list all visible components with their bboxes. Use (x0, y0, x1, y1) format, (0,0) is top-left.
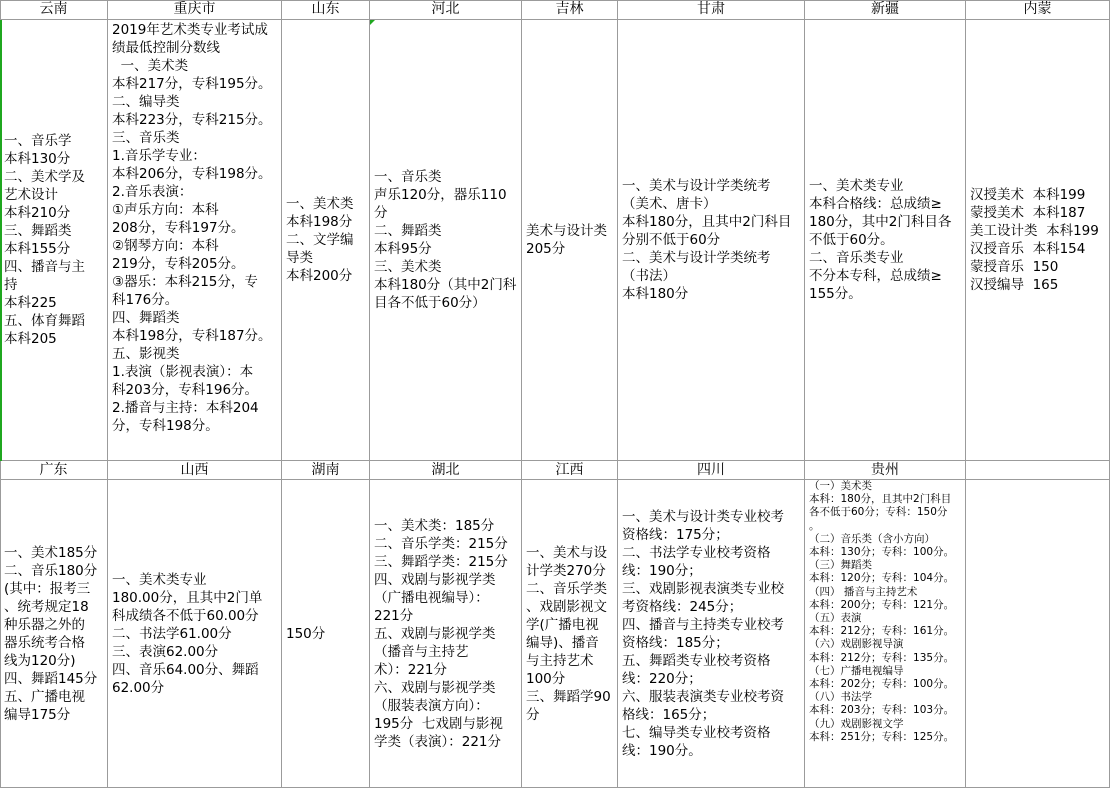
cell-line: 分 (526, 706, 540, 723)
cell-line: （书法） (622, 268, 676, 284)
cell-line: 格线：165分； (622, 706, 716, 723)
cell-line: 线：190分。 (622, 742, 702, 759)
cell-line: 三、舞蹈类 (4, 223, 72, 239)
cell-line: （一）美术类 (809, 480, 872, 492)
header-chongqing: 重庆市 (108, 0, 282, 20)
cell-line: 绩最低控制分数线 (112, 40, 220, 56)
cell-line: 资格线：185分； (622, 634, 729, 651)
cell-line: 四、舞蹈145分 (4, 670, 98, 687)
cell-line: 三、戏剧影视表演类专业校 (622, 580, 784, 597)
cell-line: 本科205 (4, 331, 57, 347)
cell-line: （五）表演 (809, 612, 862, 625)
cell-line: 本科155分 (4, 241, 71, 257)
header-gansu: 甘肃 (618, 0, 805, 20)
header-yunnan: 云南 (0, 0, 108, 20)
cell-line: （四） 播音与主持艺术 (809, 585, 918, 598)
cell-line: 本科：120分；专科：104分。 (809, 572, 955, 585)
cell-line: 本科：212分；专科：161分。 (809, 625, 955, 638)
cell-line: 2.音乐表演： (112, 184, 193, 200)
cell-line: 本科210分 (4, 205, 71, 221)
cell-line: 一、音乐学 (4, 133, 72, 149)
cell-line: 本科223分，专科215分。 (112, 112, 272, 128)
cell-line: 本科200分 (286, 268, 353, 284)
cell-line: 62.00分 (112, 679, 165, 696)
cell-line: 三、表演62.00分 (112, 643, 219, 660)
cell-line: 本科180分 (622, 286, 689, 302)
cell-line: （九）戏剧影视文学 (809, 717, 904, 730)
cell-line: 四、音乐64.00分、舞蹈 (112, 661, 259, 678)
comment-marker (370, 20, 375, 25)
cell-line: （三）舞蹈类 (809, 559, 872, 572)
cell-line: 本科198分，专科187分。 (112, 328, 272, 344)
cell-line: 学类（表演）：221分 (374, 733, 502, 750)
cell-line: 汉授编导 165 (970, 277, 1059, 293)
cell-shanxi (108, 480, 282, 788)
cell-line: 美术与设计类 (526, 223, 607, 239)
cell-line: （二）音乐类（含小方向） (809, 532, 935, 545)
cell-line: 本科：200分；专科：121分。 (809, 598, 955, 611)
cell-hunan (282, 480, 370, 788)
cell-line: 五、广播电视 (4, 688, 85, 705)
cell-line: 本科：212分；专科：135分。 (809, 651, 955, 664)
cell-line: 本科：203分；专科：103分。 (809, 704, 955, 717)
cell-line: 科176分。 (112, 292, 179, 308)
cell-line: 2.播音与主持：本科204 (112, 400, 259, 416)
cell-line: 本科：130分；专科：100分。 (809, 546, 955, 559)
cell-line: 器乐统考合格 (4, 634, 85, 651)
cell-line: 声乐120分，器乐110 (374, 187, 507, 203)
cell-line: 三、音乐类 (112, 130, 180, 146)
header-guangdong: 广东 (0, 461, 108, 480)
cell-line: 科成绩各不低于60.00分 (112, 607, 259, 624)
cell-line: 本科198分 (286, 214, 353, 230)
cell-line: 一、美术类：185分 (374, 517, 495, 534)
cell-line: 不分本专科，总成绩≥ (809, 268, 942, 284)
cell-line: 种乐器之外的 (4, 616, 85, 633)
cell-empty (966, 480, 1110, 788)
cell-line: 三、舞蹈学类：215分 (374, 553, 508, 570)
cell-line: 六、服装表演类专业校考资 (622, 688, 784, 705)
cell-line: 分，专科198分。 (112, 418, 219, 434)
cell-line: 三、美术类 (374, 259, 442, 275)
cell-line: 二、编导类 (112, 94, 180, 110)
cell-line: 汉授美术 本科199 (970, 187, 1086, 203)
cell-line: 本科：202分；专科：100分。 (809, 678, 955, 691)
cell-line: 目各不低于60分） (374, 295, 486, 311)
cell-line: 本科180分，且其中2门科目 (622, 214, 792, 230)
cell-hubei (370, 480, 522, 788)
cell-line: （六）戏剧影视导演 (809, 638, 904, 651)
cell-line: 五、舞蹈类专业校考资格 (622, 652, 771, 669)
cell-line: 1.音乐学专业： (112, 148, 206, 164)
cell-line: ①声乐方向：本科 (112, 202, 219, 218)
header-sichuan: 四川 (618, 461, 805, 480)
cell-line: 蒙授美术 本科187 (970, 205, 1086, 221)
cell-line: 本科217分，专科195分。 (112, 76, 272, 92)
cell-line: 本科206分，专科198分。 (112, 166, 272, 182)
cell-line: 本科180分（其中2门科 (374, 277, 517, 293)
cell-line: 1.表演（影视表演）：本 (112, 364, 254, 380)
cell-line: 科203分，专科196分。 (112, 382, 259, 398)
cell-line: 155分。 (809, 286, 862, 302)
cell-line: 七、编导类专业校考资格 (622, 724, 771, 741)
cell-jilin (522, 20, 618, 461)
cell-line: 。 (809, 519, 820, 532)
header-shandong: 山东 (282, 0, 370, 20)
cell-line: 持 (4, 277, 18, 293)
cell-line: 本科95分 (374, 241, 432, 257)
cell-line: ②钢琴方向：本科 (112, 238, 219, 254)
cell-line: 一、美术与设计类专业校考 (622, 508, 784, 525)
cell-line: 二、书法学专业校考资格 (622, 544, 771, 561)
cell-line: (其中：报考三 (4, 580, 91, 597)
cell-line: 三、舞蹈学90 (526, 688, 611, 705)
cell-line: 导类 (286, 250, 313, 266)
cell-line: 二、舞蹈类 (374, 223, 442, 239)
cell-line: 术）：221分 (374, 661, 448, 678)
cell-guangdong (0, 480, 108, 788)
selection-indicator (0, 20, 2, 461)
cell-line: （七）广播电视编导 (809, 664, 904, 677)
header-hunan: 湖南 (282, 461, 370, 480)
cell-line: 汉授音乐 本科154 (970, 241, 1086, 257)
cell-line: 计学类270分 (526, 562, 606, 579)
cell-line: 资格线：175分； (622, 526, 729, 543)
cell-line: 205分 (526, 241, 566, 257)
cell-hebei (370, 20, 522, 461)
cell-neimeng (966, 20, 1110, 461)
cell-line: 编导175分 (4, 706, 71, 723)
header-xinjiang: 新疆 (805, 0, 966, 20)
header-jilin: 吉林 (522, 0, 618, 20)
cell-line: 一、音乐类 (374, 169, 442, 185)
header-hubei: 湖北 (370, 461, 522, 480)
cell-line: 线：220分； (622, 670, 702, 687)
cell-line: 二、音乐180分 (4, 562, 98, 579)
cell-line: 一、美术185分 (4, 544, 98, 561)
cell-line: 本科合格线：总成绩≥ (809, 196, 942, 212)
cell-line: 221分 (374, 607, 414, 624)
cell-line: ③器乐：本科215分，专 (112, 274, 258, 290)
cell-line: 一、美术类专业 (809, 178, 904, 194)
cell-line: 二、音乐学类：215分 (374, 535, 508, 552)
header-jiangxi: 江西 (522, 461, 618, 480)
cell-line: 一、美术与设计学类统考 (622, 178, 771, 194)
cell-line: （播音与主持艺 (374, 643, 469, 660)
header-hebei: 河北 (370, 0, 522, 20)
cell-line: 本科225 (4, 295, 57, 311)
cell-line: （美术、唐卡） (622, 196, 717, 212)
cell-line: 本科：180分，且其中2门科目 (809, 493, 952, 506)
cell-line: 学(广播电视 (526, 616, 599, 633)
cell-line: 100分 (526, 670, 566, 687)
cell-gansu (618, 20, 805, 461)
cell-chongqing (108, 20, 282, 461)
cell-line: 180分，其中2门科目各 (809, 214, 952, 230)
cell-sichuan (618, 480, 805, 788)
cell-line: 一、美术类专业 (112, 571, 207, 588)
cell-line: 二、音乐学类 (526, 580, 607, 597)
header-guizhou: 贵州 (805, 461, 966, 480)
cell-line: （八）书法学 (809, 691, 872, 704)
cell-line: 2019年艺术类专业考试成 (112, 22, 268, 38)
cell-line: 二、美术学及 (4, 169, 85, 185)
cell-line: 208分，专科197分。 (112, 220, 245, 236)
cell-shandong (282, 20, 370, 461)
cell-line: 五、体育舞蹈 (4, 313, 85, 329)
header-shanxi: 山西 (108, 461, 282, 480)
cell-yunnan (0, 20, 108, 461)
cell-line: （服装表演方向）： (374, 697, 489, 714)
cell-line: 二、美术与设计学类统考 (622, 250, 771, 266)
cell-line: 分别不低于60分 (622, 232, 721, 248)
cell-line: 线为120分) (4, 652, 76, 669)
cell-line: 195分 七戏剧与影视 (374, 715, 503, 732)
cell-line: 本科：251分；专科：125分。 (809, 730, 955, 743)
cell-line: 各不低于60分；专科：150分 (809, 506, 948, 519)
header-neimeng: 内蒙 (966, 0, 1110, 20)
cell-line: 编导)、播音 (526, 634, 599, 651)
cell-line: 美工设计类 本科199 (970, 223, 1099, 239)
cell-line: 二、书法学61.00分 (112, 625, 232, 642)
cell-line: 四、舞蹈类 (112, 310, 180, 326)
cell-line: 五、戏剧与影视学类 (374, 625, 496, 642)
cell-line: 与主持艺术 (526, 652, 594, 669)
cell-line: 180.00分，且其中2门单 (112, 589, 263, 606)
cell-xinjiang (805, 20, 966, 461)
cell-line: 艺术设计 (4, 187, 58, 203)
cell-line: 线：190分； (622, 562, 702, 579)
cell-line: 本科130分 (4, 151, 71, 167)
cell-line: 二、文学编 (286, 232, 354, 248)
cell-line: （广播电视编导）： (374, 589, 489, 606)
cell-line: 分 (374, 205, 388, 221)
cell-line: 四、播音与主持类专业校考 (622, 616, 784, 633)
cell-line: 五、影视类 (112, 346, 180, 362)
cell-line: 蒙授音乐 150 (970, 259, 1059, 275)
cell-jiangxi (522, 480, 618, 788)
cell-line: 219分，专科205分。 (112, 256, 245, 272)
header-empty (966, 461, 1110, 480)
cell-line: 二、音乐类专业 (809, 250, 904, 266)
cell-guizhou (805, 480, 966, 788)
cell-line: 一、美术类 (112, 58, 189, 74)
cell-line: 四、戏剧与影视学类 (374, 571, 496, 588)
cell-line: 六、戏剧与影视学类 (374, 679, 496, 696)
cell-line: 、戏剧影视文 (526, 598, 607, 615)
cell-line: 、统考规定18 (4, 598, 89, 615)
cell-line: 不低于60分。 (809, 232, 894, 248)
cell-line: 150分 (286, 625, 326, 642)
cell-line: 考资格线：245分； (622, 598, 743, 615)
cell-line: 四、播音与主 (4, 259, 85, 275)
cell-line: 一、美术与设 (526, 544, 607, 561)
cell-line: 一、美术类 (286, 196, 354, 212)
